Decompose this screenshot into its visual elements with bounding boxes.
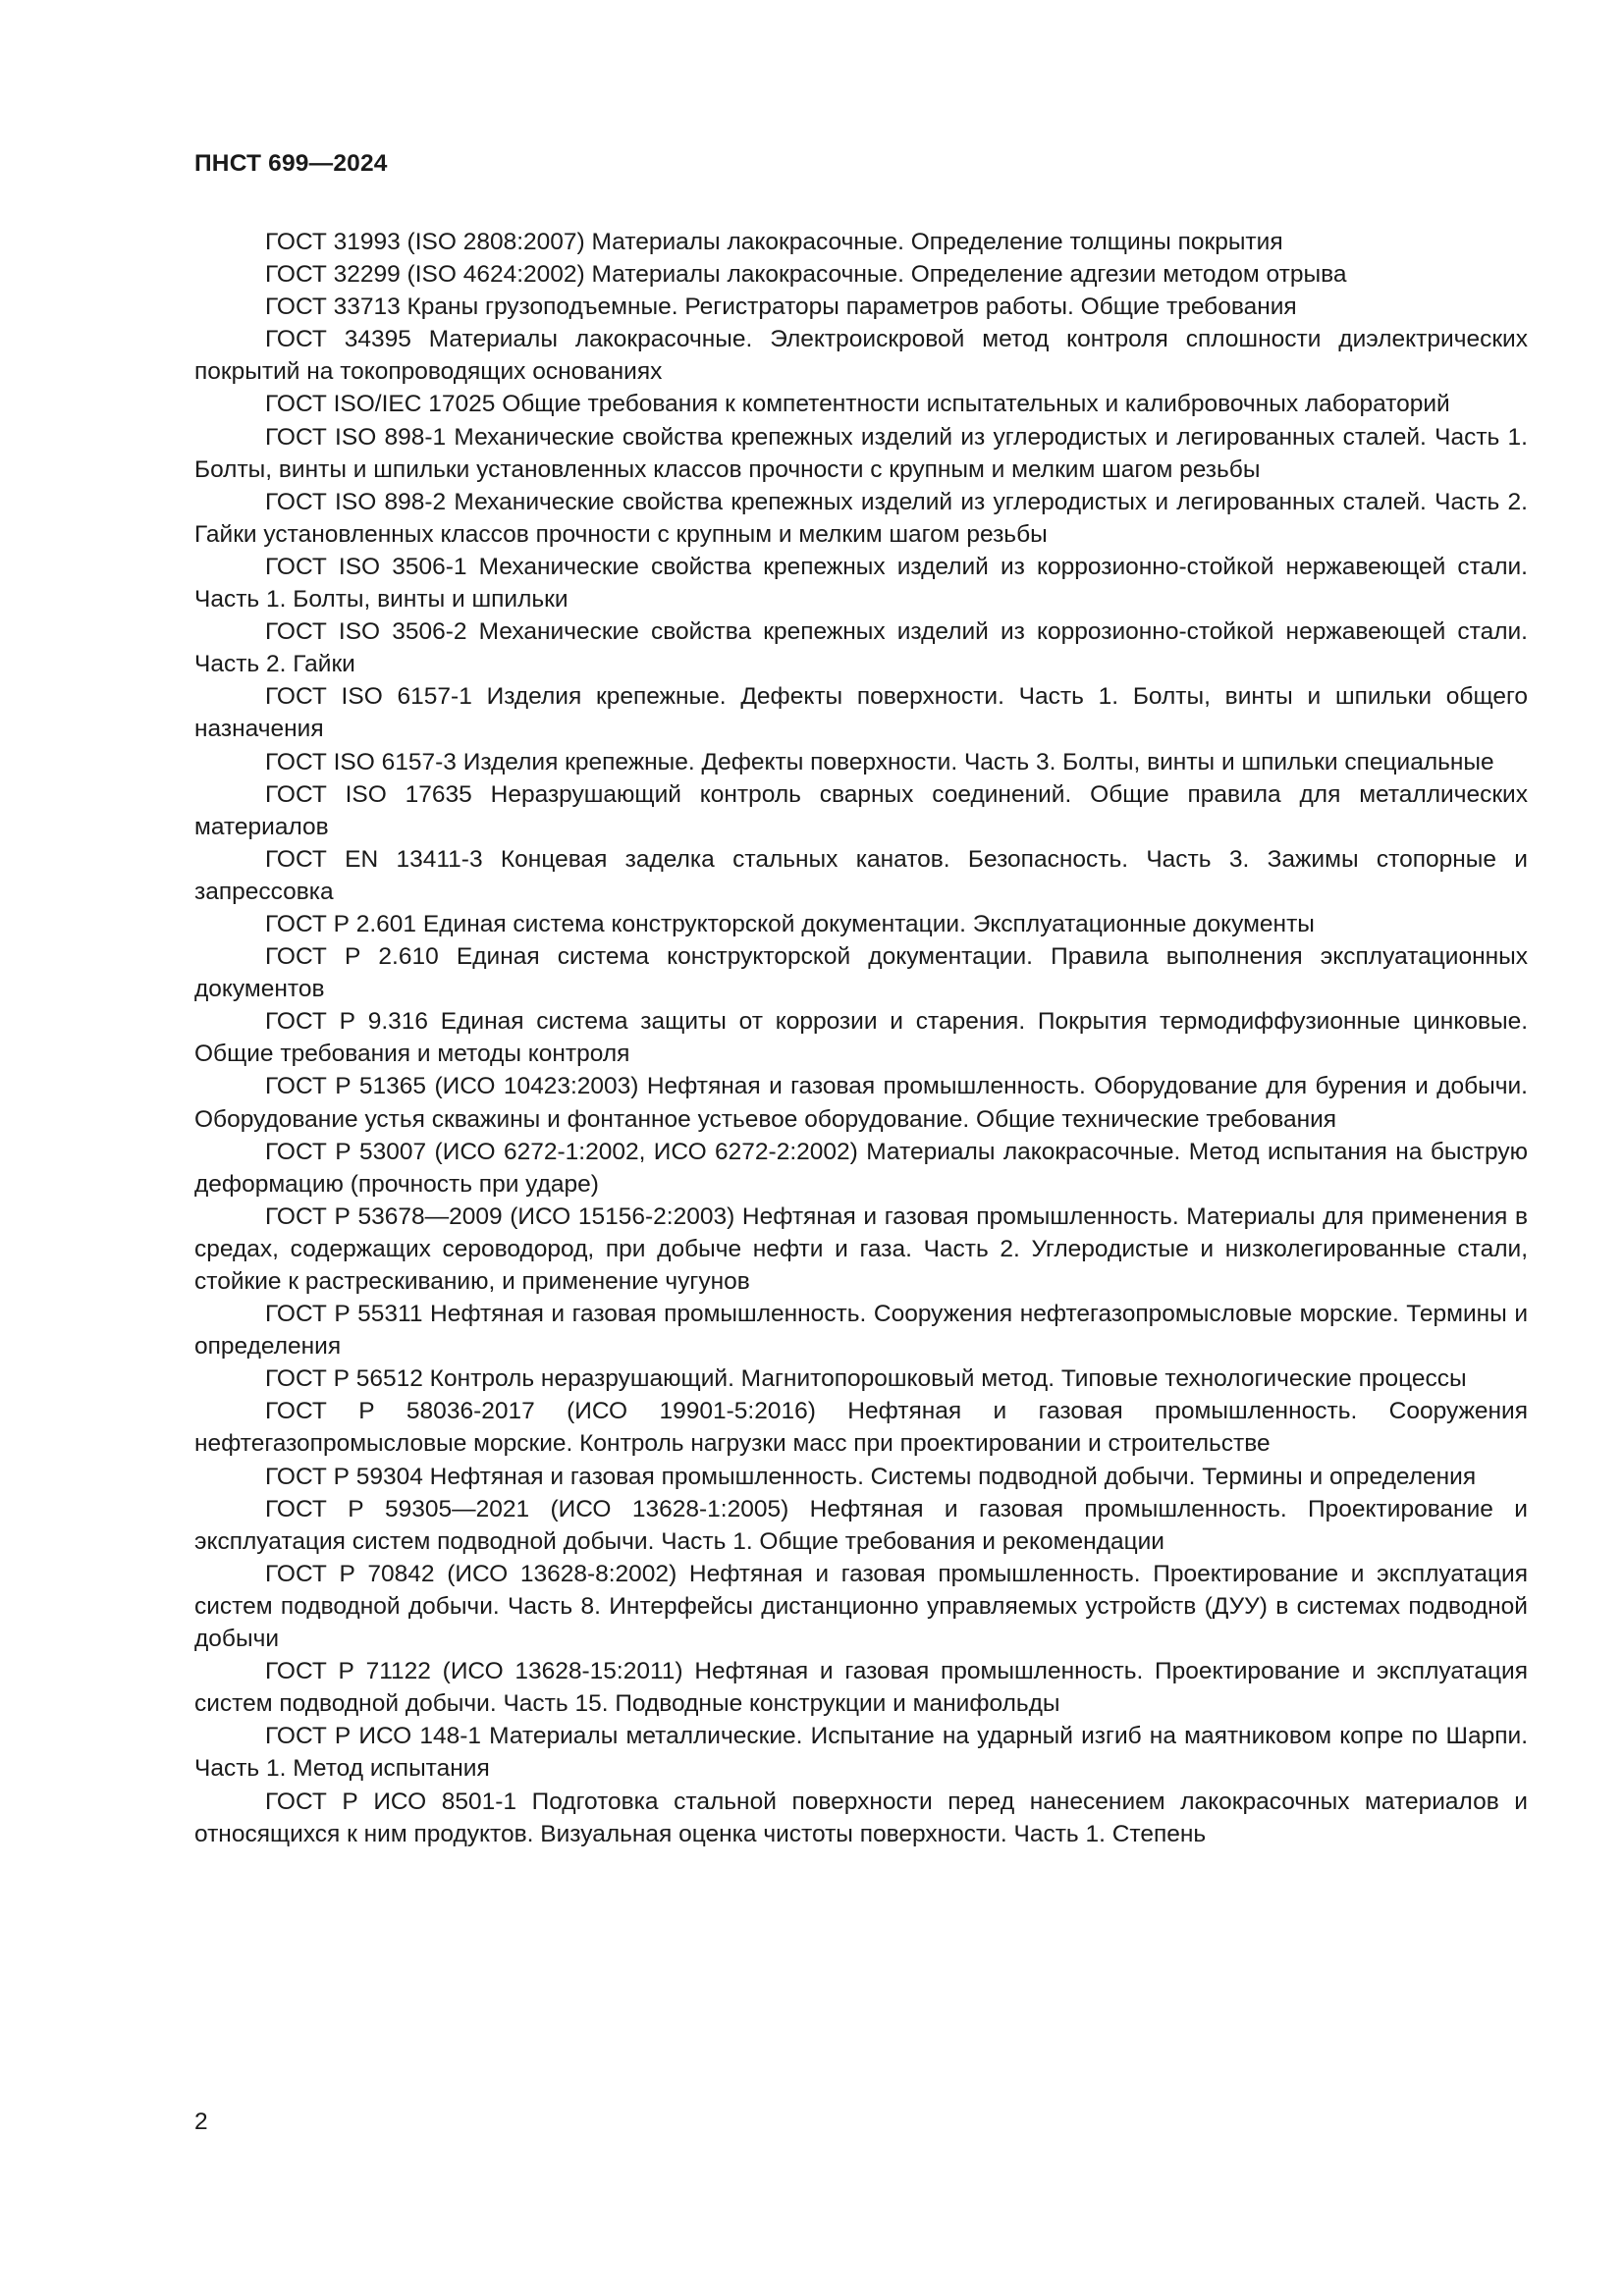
reference-item: ГОСТ 31993 (ISO 2808:2007) Материалы лакокрасочные. Определение толщины покрытия (265, 229, 1283, 255)
reference-item: ГОСТ Р 71122 (ИСО 13628-15:2011) Нефтяная и газовая промышленность. Проектирование и эксплуатация систем подводной добычи. Часть 15. Подводные конструкции и манифольды (194, 1658, 1528, 1718)
reference-item: ГОСТ Р ИСО 148-1 Материалы металлические. Испытание на ударный изгиб на маятниковом копре по Шарпи. Часть 1. Метод испытания (194, 1723, 1528, 1783)
reference-item: ГОСТ Р 56512 Контроль неразрушающий. Магнитопорошковый метод. Типовые технологические процессы (265, 1365, 1467, 1393)
reference-item: ГОСТ Р 59304 Нефтяная и газовая промышленность. Системы подводной добычи. Термины и определения (265, 1463, 1477, 1490)
reference-item: ГОСТ Р 55311 Нефтяная и газовая промышленность. Сооружения нефтегазопромысловые морские. Термины и определения (194, 1301, 1528, 1361)
reference-item: ГОСТ ISO 898-2 Механические свойства крепежных изделий из углеродистых и легированных сталей. Часть 2. Гайки установленных классов прочности с крупным и мелким шагом резьбы (194, 488, 1528, 548)
reference-item: ГОСТ Р 2.601 Единая система конструкторской документации. Эксплуатационные документы (265, 910, 1315, 937)
document-header: ПНСТ 699—2024 (194, 150, 388, 177)
reference-item: ГОСТ ISO 3506-1 Механические свойства крепежных изделий из коррозионно-стойкой нержавеющей стали. Часть 1. Болты, винты и шпильки (194, 553, 1528, 614)
reference-item: ГОСТ Р 51365 (ИСО 10423:2003) Нефтяная и газовая промышленность. Оборудование для бурения и добычи. Оборудование устья скважины и фонтанное устьевое оборудование. Общие технические требования (194, 1073, 1528, 1133)
reference-item: ГОСТ Р ИСО 8501-1 Подготовка стальной поверхности перед нанесением лакокрасочных материалов и относящихся к ним продуктов. Визуальная оценка чистоты поверхности. Часть 1. Степень (194, 1788, 1528, 1847)
reference-item: ГОСТ 32299 (ISO 4624:2002) Материалы лакокрасочные. Определение адгезии методом отрыва (265, 261, 1347, 289)
reference-item: ГОСТ ISO/IEC 17025 Общие требования к компетентности испытательных и калибровочных лабораторий (265, 391, 1450, 418)
reference-item: ГОСТ Р 58036-2017 (ИСО 19901-5:2016) Нефтяная и газовая промышленность. Сооружения нефтегазопромысловые морские. Контроль нагрузки масс при проектировании и строительстве (194, 1398, 1528, 1458)
reference-item: ГОСТ Р 53678—2009 (ИСО 15156-2:2003) Нефтяная и газовая промышленность. Материалы для применения в средах, содержащих сероводород, при добыче нефти и газа. Часть 2. Углеродистые и низколегированные стали, стойкие к растрескиванию, и применение чугунов (194, 1202, 1528, 1295)
reference-item: ГОСТ ISO 898-1 Механические свойства крепежных изделий из углеродистых и легированных сталей. Часть 1. Болты, винты и шпильки установленных классов прочности с крупным и мелким шагом резьбы (194, 423, 1528, 483)
reference-item: ГОСТ Р 2.610 Единая система конструкторской документации. Правила выполнения эксплуатационных документов (194, 943, 1528, 1003)
normative-references-list (194, 226, 1528, 1850)
reference-item: ГОСТ Р 59305—2021 (ИСО 13628-1:2005) Нефтяная и газовая промышленность. Проектирование и эксплуатация систем подводной добычи. Часть 1. Общие требования и рекомендации (194, 1495, 1528, 1555)
page-number: 2 (194, 2109, 208, 2135)
reference-item: ГОСТ 34395 Материалы лакокрасочные. Электроискровой метод контроля сплошности диэлектрических покрытий на токопроводящих основаниях (194, 326, 1528, 386)
reference-item: ГОСТ Р 53007 (ИСО 6272-1:2002, ИСО 6272-2:2002) Материалы лакокрасочные. Метод испытания на быструю деформацию (прочность при ударе) (194, 1138, 1528, 1198)
reference-item: ГОСТ ISO 17635 Неразрушающий контроль сварных соединений. Общие правила для металлических материалов (194, 780, 1528, 840)
reference-item: ГОСТ 33713 Краны грузоподъемные. Регистраторы параметров работы. Общие требования (265, 294, 1297, 321)
reference-item: ГОСТ ISO 3506-2 Механические свойства крепежных изделий из коррозионно-стойкой нержавеющей стали. Часть 2. Гайки (194, 618, 1528, 678)
reference-item: ГОСТ ISO 6157-3 Изделия крепежные. Дефекты поверхности. Часть 3. Болты, винты и шпильки специальные (265, 748, 1494, 775)
reference-item: ГОСТ EN 13411-3 Концевая заделка стальных канатов. Безопасность. Часть 3. Зажимы стопорные и запрессовка (194, 845, 1528, 905)
reference-item: ГОСТ ISO 6157-1 Изделия крепежные. Дефекты поверхности. Часть 1. Болты, винты и шпильки общего назначения (194, 683, 1528, 743)
reference-item: ГОСТ Р 70842 (ИСО 13628-8:2002) Нефтяная и газовая промышленность. Проектирование и эксплуатация систем подводной добычи. Часть 8. Интерфейсы дистанционно управляемых устройств (ДУУ) в системах подводной добычи (194, 1560, 1528, 1653)
reference-item: ГОСТ Р 9.316 Единая система защиты от коррозии и старения. Покрытия термодиффузионные цинковые. Общие требования и методы контроля (194, 1008, 1528, 1068)
